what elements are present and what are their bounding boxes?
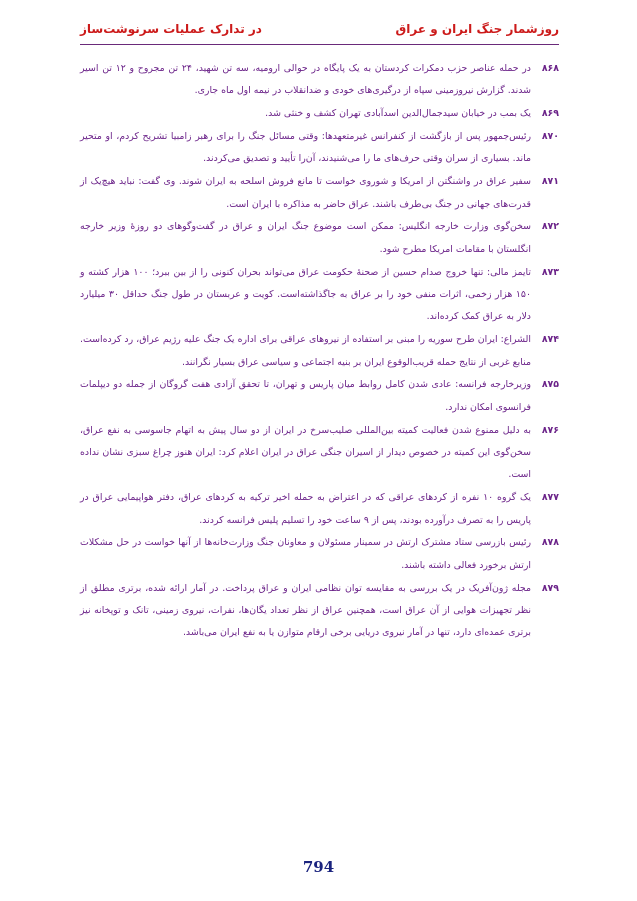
entry-number: ۸۷۰: [541, 131, 559, 142]
header-book-title: روزشمار جنگ ایران و عراق: [395, 22, 559, 36]
entry-text: الشراع: ایران طرح سوریه را مبنی بر استفاده از نیروهای عراقی برای اداره یک جنگ علیه رژیم عراق، رد کرده‌است. منابع غربی از نتایج حمله قریب‌الوقوع ایران بر بنیه اجتماعی و سیاسی عراق بسیار نگرانند.: [80, 334, 531, 368]
page-number: 794: [302, 858, 335, 876]
entry-text: تایمز مالی: تنها خروج صدام حسین از صحنهٔ حکومت عراق می‌تواند بحران کنونی را از بین ببرد؛ ۱۰۰ هزار کشته و ۱۵۰ هزار زخمی، اثرات منفی خود را بر عراق به جاگذاشته‌است. کویت و عربستان در طول جنگ حداقل ۳۰ میلیارد دلار به عراق کمک کرده‌اند.: [80, 266, 531, 323]
entry-871: [80, 171, 559, 216]
entry-number: ۸۷۵: [541, 379, 559, 391]
entry-869: [80, 103, 559, 125]
header-divider: [80, 44, 559, 45]
entry-874: [80, 329, 559, 374]
entry-text: رئیس بازرسی ستاد مشترک ارتش در سمینار مسئولان و معاونان جنگ وزارت‌خانه‌ها از آنها خواست در حل مشکلات ارتش برخورد فعالی داشته باشند.: [80, 537, 531, 571]
entry-878: [80, 532, 559, 577]
entry-870: [80, 126, 559, 171]
entry-number: ۸۶۸: [541, 63, 559, 74]
entry-text: سخن‌گوی وزارت خارجه انگلیس: ممکن است موضوع جنگ ایران و عراق در گفت‌وگوهای دو روزهٔ وزیر خارجه انگلستان با مقامات امریکا مطرح شود.: [80, 221, 531, 255]
entry-868: [80, 58, 559, 103]
entry-number: ۸۷۸: [541, 537, 559, 549]
entry-text: در حمله عناصر حزب دمکرات کردستان به یک پایگاه در حوالی ارومیه، سه تن شهید، ۲۴ تن مجروح و ۱۲ تن اسیر شدند. گزارش نیروزمینی سپاه از درگیری‌های خودی و ضدانقلاب در نیمه اول ماه جاری.: [80, 63, 531, 97]
entry-number: ۸۷۴: [541, 334, 559, 346]
entry-number: ۸۷۳: [541, 266, 559, 278]
entry-text: وزیرخارجه فرانسه: عادی شدن کامل روابط میان پاریس و تهران، تا تحقق آزادی هفت گروگان از جمله دو دیپلمات فرانسوی امکان ندارد.: [80, 379, 531, 413]
entry-text: یک گروه ۱۰ نفره از کردهای عراقی که در اعتراض به حمله اخیر ترکیه به کردهای عراق، دفتر هواپیمایی عراق در پاریس را به تصرف درآورده بودند، پس از ۹ ساعت خود را تسلیم پلیس فرانسه کردند.: [80, 492, 531, 526]
entry-872: [80, 216, 559, 261]
entry-876: [80, 420, 559, 487]
entry-877: [80, 487, 559, 532]
entry-number: ۸۷۱: [541, 176, 559, 188]
entry-number: ۸۷۶: [541, 424, 559, 436]
entry-number: ۸۶۹: [541, 108, 559, 120]
entry-number: ۸۷۹: [541, 582, 559, 594]
entry-text: به دلیل ممنوع شدن فعالیت کمیته بین‌المللی صلیب‌سرخ در ایران از دو سال پیش به اتهام جاسوسی به نفع عراق، سخن‌گوی این کمیته در خصوص دیدار از اسیران جنگی عراق در ایران اعلام کرد: ایران هنوز چراغ سبزی نشان نداده است.: [80, 424, 531, 481]
entry-number: ۸۷۲: [541, 221, 559, 233]
header-section-title: در تدارک عملیات سرنوشت‌ساز: [80, 22, 262, 36]
entry-number: ۸۷۷: [541, 492, 559, 504]
running-header: [80, 18, 559, 40]
entry-text: سفیر عراق در واشنگتن از امریکا و شوروی خواست تا مانع فروش اسلحه به ایران شوند. وی گفت: نباید هیچ‌یک از قدرت‌های جهانی در جنگ بی‌طرف باشند. عراق حاضر به مذاکره با ایران است.: [80, 176, 531, 210]
entry-873: [80, 262, 559, 329]
entry-text: یک بمب در خیابان سیدجمال‌الدین اسدآبادی تهران کشف و خنثی شد.: [265, 108, 531, 120]
entry-text: رئیس‌جمهور پس از بازگشت از کنفرانس غیرمتعهدها: وقتی مسائل جنگ را برای رهبر زامبیا تشریح کردم، او متحیر ماند. بسیاری از سران وقتی حرف‌های ما را می‌شنیدند، آن‌را تأیید و تصدیق می‌کردند.: [80, 131, 531, 165]
entry-879: [80, 578, 559, 645]
entry-875: [80, 374, 559, 419]
entry-list: [80, 58, 559, 645]
entry-text: مجله ژون‌آفریک در یک بررسی به مقایسه توان نظامی ایران و عراق پرداخت. در آمار ارائه شده، برتری مطلق از نظر تجهیزات هوایی از آن عراق است، همچنین عراق از نظر تعداد یگان‌ها، نفرات، نیروی زمینی، تانک و توپخانه نیز برتری عمده‌ای دارد، تنها در آمار نیروی دریایی برخی ارقام متوازن یا به نفع ایران می‌باشد.: [80, 582, 531, 639]
